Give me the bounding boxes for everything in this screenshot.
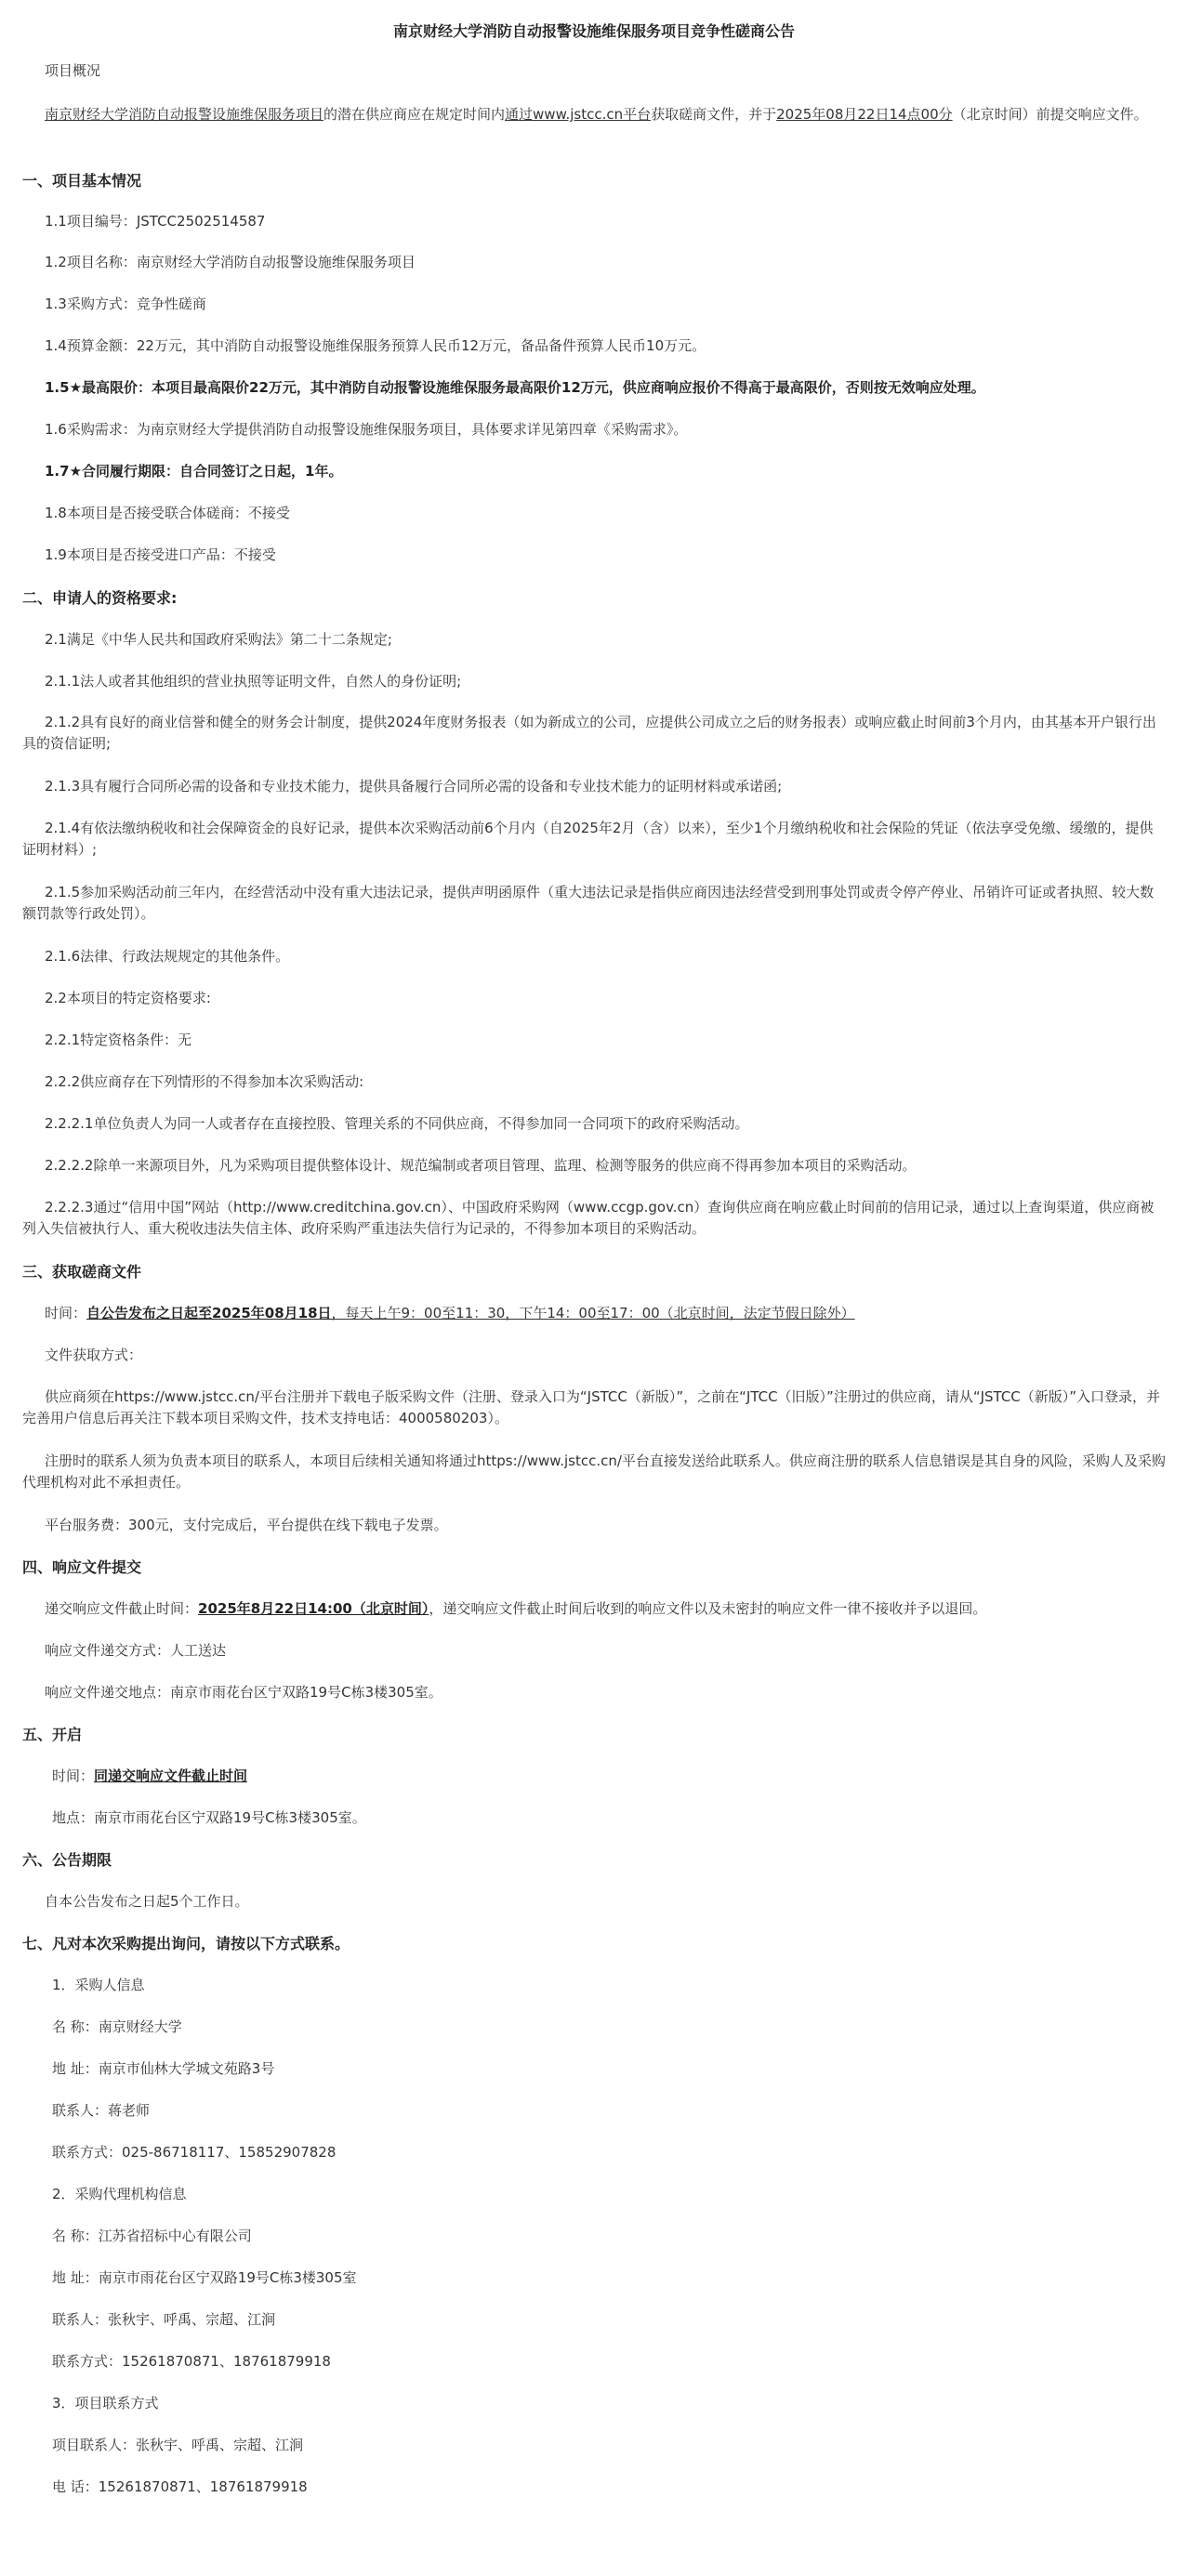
overview-text-1: 的潜在供应商应在规定时间内 <box>323 106 506 123</box>
item-2-1-6: 2.1.6法律、行政法规规定的其他条件。 <box>45 948 290 965</box>
platform-fee: 平台服务费：300元，支付完成后，平台提供在线下载电子发票。 <box>45 1517 448 1533</box>
submission-deadline <box>22 1598 1188 1620</box>
acquisition-time-label: 时间： <box>45 1305 87 1321</box>
acquisition-paragraph-2: 注册时的联系人须为负责本项目的联系人，本项目后续相关通知将通过https://www.jstcc.cn/平台直接发送给此联系人。供应商注册的联系人信息错误是其自身的风险，采购人及采购代理机构对此不承担责任。 <box>22 1452 1166 1491</box>
acquisition-time <box>22 1303 1188 1324</box>
purchaser-contact-person: 联系人：蒋老师 <box>52 2102 151 2119</box>
purchaser-address: 地 址：南京市仙林大学城文苑路3号 <box>52 2060 275 2077</box>
agency-phone: 联系方式：15261870871、18761879918 <box>52 2353 331 2370</box>
acquisition-time-hours: ，每天上午9：00至11：30，下午14：00至17：00（北京时间，法定节假日除外） <box>331 1305 855 1321</box>
contact-purchaser-heading: 1．采购人信息 <box>52 1977 145 1993</box>
agency-contact-person: 联系人：张秋宇、呼禹、宗超、江涧 <box>52 2311 276 2328</box>
agency-name: 名 称：江苏省招标中心有限公司 <box>52 2228 252 2244</box>
section-4-heading: 四、响应文件提交 <box>22 1558 142 1576</box>
platform-link[interactable]: 通过www.jstcc.cn平台 <box>505 106 652 123</box>
item-2-2-2: 2.2.2供应商存在下列情形的不得参加本次采购活动: <box>45 1073 364 1090</box>
submission-deadline-note: ，递交响应文件截止时间后收到的响应文件以及未密封的响应文件一律不接收并予以退回。 <box>429 1600 987 1617</box>
item-1-3: 1.3采购方式：竞争性磋商 <box>45 296 206 312</box>
opening-time-value: 同递交响应文件截止时间 <box>94 1768 248 1784</box>
submission-deadline-label: 递交响应文件截止时间： <box>45 1600 199 1617</box>
announcement-period: 自本公告发布之日起5个工作日。 <box>45 1893 249 1910</box>
project-name-link[interactable]: 南京财经大学消防自动报警设施维保服务项目 <box>45 106 324 123</box>
item-2-2: 2.2本项目的特定资格要求: <box>45 990 211 1006</box>
item-2-1-2: 2.1.2具有良好的商业信誉和健全的财务会计制度，提供2024年度财务报表（如为新成立的公司，应提供公司成立之后的财务报表）或响应截止时间前3个月内，由其基本开户银行出具的资信证明; <box>22 714 1156 752</box>
opening-location: 地点：南京市雨花台区宁双路19号C栋3楼305室。 <box>52 1809 366 1826</box>
item-2-1-5: 2.1.5参加采购活动前三年内，在经营活动中没有重大违法记录，提供声明函原件（重大违法记录是指供应商因违法经营受到刑事处罚或责令停产停业、吊销许可证或者执照、较大数额罚款等行政处罚）。 <box>22 884 1155 922</box>
acquisition-method-label: 文件获取方式： <box>45 1347 143 1363</box>
overview-text-3: （北京时间）前提交响应文件。 <box>952 106 1148 123</box>
contact-agency-heading: 2．采购代理机构信息 <box>52 2186 187 2202</box>
submission-method: 响应文件递交方式：人工送达 <box>45 1642 227 1659</box>
overview-deadline: 2025年08月22日14点00分 <box>776 106 953 123</box>
item-2-1-4: 2.1.4有依法缴纳税收和社会保障资金的良好记录，提供本次采购活动前6个月内（自2025年2月（含）以来），至少1个月缴纳税收和社会保险的凭证（依法享受免缴、缓缴的，提供证明材料）; <box>22 820 1154 858</box>
purchaser-name: 名 称：南京财经大学 <box>52 2018 182 2035</box>
contact-project-heading: 3．项目联系方式 <box>52 2395 159 2412</box>
item-1-5: 1.5★最高限价：本项目最高限价22万元，其中消防自动报警设施维保服务最高限价12万元，供应商响应报价不得高于最高限价，否则按无效响应处理。 <box>45 379 985 396</box>
item-1-6: 1.6采购需求：为南京财经大学提供消防自动报警设施维保服务项目，具体要求详见第四章《采购需求》。 <box>45 421 688 438</box>
project-contact-person: 项目联系人：张秋宇、呼禹、宗超、江涧 <box>52 2437 304 2453</box>
agency-address: 地 址：南京市雨花台区宁双路19号C栋3楼305室 <box>52 2269 357 2286</box>
item-1-8: 1.8本项目是否接受联合体磋商：不接受 <box>45 505 290 521</box>
project-phone: 电 话：15261870871、18761879918 <box>52 2478 308 2495</box>
item-1-9: 1.9本项目是否接受进口产品：不接受 <box>45 546 276 563</box>
overview-text-2: 获取磋商文件，并于 <box>651 106 777 123</box>
opening-time-label: 时间： <box>52 1768 95 1784</box>
purchaser-phone: 联系方式：025-86718117、15852907828 <box>52 2144 337 2161</box>
overview-paragraph <box>22 104 1166 125</box>
item-1-7: 1.7★合同履行期限：自合同签订之日起，1年。 <box>45 463 343 480</box>
submission-location: 响应文件递交地点：南京市雨花台区宁双路19号C栋3楼305室。 <box>45 1684 442 1701</box>
page-title: 南京财经大学消防自动报警设施维保服务项目竞争性磋商公告 <box>392 22 795 40</box>
overview-label: 项目概况 <box>45 62 101 79</box>
item-2-1-1: 2.1.1法人或者其他组织的营业执照等证明文件，自然人的身份证明; <box>45 673 462 690</box>
section-2-heading: 二、申请人的资格要求: <box>22 589 178 607</box>
item-2-2-2-2: 2.2.2.2除单一来源项目外，凡为采购项目提供整体设计、规范编制或者项目管理、监理、检测等服务的供应商不得再参加本项目的采购活动。 <box>45 1157 917 1174</box>
item-2-1-3: 2.1.3具有履行合同所必需的设备和专业技术能力，提供具备履行合同所必需的设备和专业技术能力的证明材料或承诺函; <box>45 778 783 795</box>
acquisition-paragraph-1: 供应商须在https://www.jstcc.cn/平台注册并下载电子版采购文件（注册、登录入口为“JSTCC（新版）”，之前在“JTCC（旧版）”注册过的供应商，请从“JSTCC（新版）”入口登录，并完善用户信息后再关注下载本项目采购文件，技术支持电话：4000580203）。 <box>22 1388 1161 1426</box>
opening-time <box>22 1766 1188 1787</box>
item-2-1: 2.1满足《中华人民共和国政府采购法》第二十二条规定; <box>45 631 392 648</box>
submission-deadline-value: 2025年8月22日14:00（北京时间） <box>198 1600 429 1617</box>
acquisition-time-start: 自公告发布之日起至2025年08月18日 <box>86 1305 332 1321</box>
section-5-heading: 五、开启 <box>22 1726 83 1743</box>
section-1-heading: 一、项目基本情况 <box>22 172 142 190</box>
section-7-heading: 七、凡对本次采购提出询问，请按以下方式联系。 <box>22 1935 350 1952</box>
item-1-2: 1.2项目名称：南京财经大学消防自动报警设施维保服务项目 <box>45 254 416 270</box>
section-3-heading: 三、获取磋商文件 <box>22 1263 142 1281</box>
item-1-1: 1.1项目编号：JSTCC2502514587 <box>45 213 266 230</box>
item-2-2-1: 2.2.1特定资格条件：无 <box>45 1032 192 1048</box>
item-2-2-2-1: 2.2.2.1单位负责人为同一人或者存在直接控股、管理关系的不同供应商，不得参加同一合同项下的政府采购活动。 <box>45 1115 749 1132</box>
section-6-heading: 六、公告期限 <box>22 1851 112 1869</box>
item-2-2-2-3: 2.2.2.3通过“信用中国”网站（http://www.creditchina.gov.cn）、中国政府采购网（www.ccgp.gov.cn）查询供应商在响应截止时间前的信用记录，通过以上查询渠道，供应商被列入失信被执行人、重大税收违法失信主体、政府采购严重违法失信行为记录的，不得参加本项目的采购活动。 <box>22 1199 1155 1237</box>
item-1-4: 1.4预算金额：22万元，其中消防自动报警设施维保服务预算人民币12万元，备品备件预算人民币10万元。 <box>45 337 706 354</box>
